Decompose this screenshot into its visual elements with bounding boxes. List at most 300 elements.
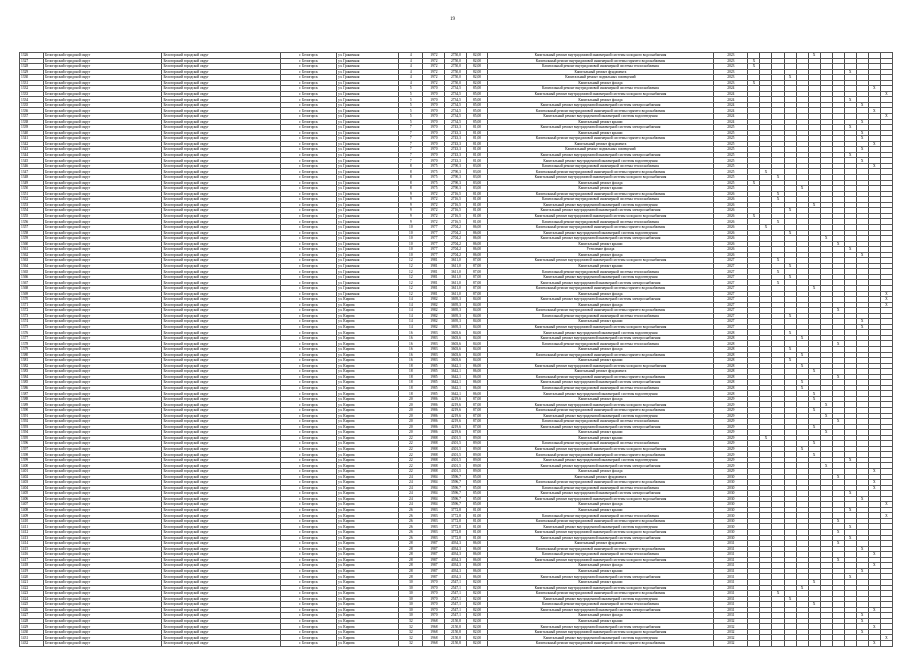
area-cell: 3642,1 bbox=[445, 391, 467, 397]
municipality-cell: Белогорский городской округ bbox=[162, 141, 280, 147]
street-cell: ул. Кирова bbox=[337, 313, 399, 319]
plan-year-cell: 2028 bbox=[714, 369, 748, 375]
plan-year-cell: 2028 bbox=[714, 374, 748, 380]
plan-year-cell: 2027 bbox=[714, 297, 748, 303]
area-cell: 2716,5 bbox=[445, 213, 467, 219]
row-number-cell: 1399 bbox=[20, 457, 44, 463]
row-number-cell: 1423 bbox=[20, 591, 44, 597]
municipality-cell: Белогорский городской округ bbox=[162, 441, 280, 447]
area-cell: 4301,5 bbox=[445, 435, 467, 441]
street-cell: ул. Граничная bbox=[337, 241, 399, 247]
plan-year-cell: 2023 bbox=[714, 75, 748, 81]
work-type-cell: Капитальный ремонт крыши bbox=[487, 186, 714, 192]
plan-year-cell: 2029 bbox=[714, 419, 748, 425]
region-cell: Белогорский городской округ bbox=[44, 552, 162, 558]
wear-cell: 81,00 bbox=[467, 197, 487, 203]
region-cell: Белогорский городской округ bbox=[44, 119, 162, 125]
house-number-cell: 4 bbox=[399, 69, 423, 75]
work-type-cell: Капитальный ремонт внутридомовой инженерной системы горячего водоснабжения bbox=[487, 108, 714, 114]
street-cell: ул. Кирова bbox=[337, 363, 399, 369]
build-year-cell: 1970 bbox=[423, 136, 445, 142]
street-cell: ул. Кирова bbox=[337, 579, 399, 585]
municipality-cell: Белогорский городской округ bbox=[162, 252, 280, 258]
plan-year-cell: 2024 bbox=[714, 102, 748, 108]
mark-cell: X bbox=[844, 535, 856, 541]
plan-year-cell: 2024 bbox=[714, 91, 748, 97]
locality-cell: г. Белогорск bbox=[280, 169, 336, 175]
mark-cell bbox=[820, 640, 832, 646]
region-cell: Белогорский городской округ bbox=[44, 219, 162, 225]
build-year-cell: 1972 bbox=[423, 213, 445, 219]
region-cell: Белогорский городской округ bbox=[44, 297, 162, 303]
row-number-cell: 1425 bbox=[20, 602, 44, 608]
region-cell: Белогорский городской округ bbox=[44, 568, 162, 574]
locality-cell: г. Белогорск bbox=[280, 202, 336, 208]
locality-cell: г. Белогорск bbox=[280, 446, 336, 452]
build-year-cell: 1984 bbox=[423, 496, 445, 502]
row-number-cell: 1346 bbox=[20, 163, 44, 169]
wear-cell: 82,00 bbox=[467, 53, 487, 59]
build-year-cell: 1970 bbox=[423, 607, 445, 613]
mark-cell: X bbox=[772, 280, 784, 286]
wear-cell: 87,00 bbox=[467, 396, 487, 402]
municipality-cell: Белогорский городской округ bbox=[162, 274, 280, 280]
municipality-cell: Белогорский городской округ bbox=[162, 485, 280, 491]
build-year-cell: 1985 bbox=[423, 385, 445, 391]
house-number-cell: 12 bbox=[399, 291, 423, 297]
mark-cell: X bbox=[796, 446, 808, 452]
row-number-cell: 1349 bbox=[20, 180, 44, 186]
plan-year-cell: 2026 bbox=[714, 202, 748, 208]
build-year-cell: 1970 bbox=[423, 125, 445, 131]
mark-cell: X bbox=[808, 391, 820, 397]
build-year-cell: 1968 bbox=[423, 618, 445, 624]
locality-cell: г. Белогорск bbox=[280, 513, 336, 519]
locality-cell: г. Белогорск bbox=[280, 130, 336, 136]
plan-year-cell: 2030 bbox=[714, 530, 748, 536]
mark-cell: X bbox=[844, 125, 856, 131]
locality-cell: г. Белогорск bbox=[280, 607, 336, 613]
build-year-cell: 1986 bbox=[423, 396, 445, 402]
mark-cell: X bbox=[784, 230, 796, 236]
house-number-cell: 18 bbox=[399, 363, 423, 369]
house-number-cell: 30 bbox=[399, 591, 423, 597]
work-type-cell: Капитальный ремонт внутридомовой инженерной системы электроснабжения bbox=[487, 380, 714, 386]
street-cell: ул. Кирова bbox=[337, 435, 399, 441]
build-year-cell: 1970 bbox=[423, 591, 445, 597]
area-cell: 2734,5 bbox=[445, 97, 467, 103]
house-number-cell: 10 bbox=[399, 236, 423, 242]
municipality-cell: Белогорский городской округ bbox=[162, 469, 280, 475]
build-year-cell: 1983 bbox=[423, 507, 445, 513]
build-year-cell: 1987 bbox=[423, 557, 445, 563]
municipality-cell: Белогорский городской округ bbox=[162, 563, 280, 569]
wear-cell: 86,00 bbox=[467, 230, 487, 236]
work-type-cell: Капитальный ремонт внутридомовой инженерной системы электроснабжения bbox=[487, 424, 714, 430]
area-cell: 4219,6 bbox=[445, 419, 467, 425]
house-number-cell: 9 bbox=[399, 202, 423, 208]
plan-year-cell: 2031 bbox=[714, 579, 748, 585]
mark-cell: X bbox=[784, 313, 796, 319]
build-year-cell: 1972 bbox=[423, 75, 445, 81]
plan-year-cell: 2025 bbox=[714, 147, 748, 153]
work-type-cell: Капитальный ремонт фасада bbox=[487, 396, 714, 402]
street-cell: ул. Граничная bbox=[337, 213, 399, 219]
work-type-cell: Капитальный ремонт внутридомовой инженерной системы водоотведения bbox=[487, 158, 714, 164]
area-cell: 2790,3 bbox=[445, 180, 467, 186]
house-number-cell: 7 bbox=[399, 130, 423, 136]
region-cell: Белогорский городской округ bbox=[44, 269, 162, 275]
build-year-cell: 1986 bbox=[423, 419, 445, 425]
work-type-cell: Капитальный ремонт внутридомовой инженерной системы горячего водоснабжения bbox=[487, 285, 714, 291]
house-number-cell: 18 bbox=[399, 380, 423, 386]
build-year-cell: 1977 bbox=[423, 224, 445, 230]
row-number-cell: 1347 bbox=[20, 169, 44, 175]
mark-cell: X bbox=[772, 219, 784, 225]
row-number-cell: 1430 bbox=[20, 629, 44, 635]
plan-year-cell: 2027 bbox=[714, 319, 748, 325]
row-number-cell: 1414 bbox=[20, 541, 44, 547]
municipality-cell: Белогорский городской округ bbox=[162, 424, 280, 430]
row-number-cell: 1395 bbox=[20, 435, 44, 441]
plan-year-cell: 2025 bbox=[714, 125, 748, 131]
area-cell: 2750,0 bbox=[445, 53, 467, 59]
build-year-cell: 1988 bbox=[423, 469, 445, 475]
house-number-cell: 10 bbox=[399, 230, 423, 236]
locality-cell: г. Белогорск bbox=[280, 485, 336, 491]
locality-cell: г. Белогорск bbox=[280, 391, 336, 397]
municipality-cell: Белогорский городской округ bbox=[162, 568, 280, 574]
street-cell: ул. Граничная bbox=[337, 125, 399, 131]
house-number-cell: 14 bbox=[399, 313, 423, 319]
house-number-cell: 20 bbox=[399, 430, 423, 436]
locality-cell: г. Белогорск bbox=[280, 208, 336, 214]
municipality-cell: Белогорский городской округ bbox=[162, 263, 280, 269]
street-cell: ул. Граничная bbox=[337, 291, 399, 297]
plan-year-cell: 2027 bbox=[714, 291, 748, 297]
build-year-cell: 1982 bbox=[423, 297, 445, 303]
locality-cell: г. Белогорск bbox=[280, 236, 336, 242]
row-number-cell: 1407 bbox=[20, 502, 44, 508]
wear-cell: 81,00 bbox=[467, 213, 487, 219]
wear-cell: 89,00 bbox=[467, 463, 487, 469]
area-cell: 3695,3 bbox=[445, 319, 467, 325]
plan-year-cell: 2024 bbox=[714, 119, 748, 125]
area-cell: 2790,3 bbox=[445, 169, 467, 175]
plan-year-cell: 2032 bbox=[714, 640, 748, 646]
wear-cell: 87,00 bbox=[467, 269, 487, 275]
municipality-cell: Белогорский городской округ bbox=[162, 236, 280, 242]
row-number-cell: 1384 bbox=[20, 374, 44, 380]
locality-cell: г. Белогорск bbox=[280, 91, 336, 97]
area-cell: 2704,2 bbox=[445, 252, 467, 258]
locality-cell: г. Белогорск bbox=[280, 86, 336, 92]
municipality-cell: Белогорский городской округ bbox=[162, 457, 280, 463]
house-number-cell: 26 bbox=[399, 513, 423, 519]
wear-cell: 84,00 bbox=[467, 330, 487, 336]
house-number-cell: 22 bbox=[399, 446, 423, 452]
street-cell: ул. Граничная bbox=[337, 80, 399, 86]
mark-cell: X bbox=[796, 363, 808, 369]
street-cell: ул. Кирова bbox=[337, 629, 399, 635]
work-type-cell: Капитальный ремонт внутридомовой инженерной системы водоотведения bbox=[487, 524, 714, 530]
plan-year-cell: 2025 bbox=[714, 136, 748, 142]
row-number-cell: 1374 bbox=[20, 319, 44, 325]
region-cell: Белогорский городской округ bbox=[44, 396, 162, 402]
wear-cell: 86,00 bbox=[467, 385, 487, 391]
house-number-cell: 26 bbox=[399, 535, 423, 541]
locality-cell: г. Белогорск bbox=[280, 363, 336, 369]
mark-cell bbox=[784, 640, 796, 646]
region-cell: Белогорский городской округ bbox=[44, 629, 162, 635]
build-year-cell: 1983 bbox=[423, 530, 445, 536]
work-type-cell: Капитальный ремонт фасада bbox=[487, 502, 714, 508]
municipality-cell: Белогорский городской округ bbox=[162, 180, 280, 186]
wear-cell: 86,00 bbox=[467, 552, 487, 558]
locality-cell: г. Белогорск bbox=[280, 163, 336, 169]
work-type-cell: Капитальный ремонт крыши bbox=[487, 618, 714, 624]
row-number-cell: 1412 bbox=[20, 530, 44, 536]
house-number-cell: 9 bbox=[399, 208, 423, 214]
municipality-cell: Белогорский городской округ bbox=[162, 557, 280, 563]
area-cell: 3611,0 bbox=[445, 269, 467, 275]
locality-cell: г. Белогорск bbox=[280, 186, 336, 192]
house-number-cell: 10 bbox=[399, 247, 423, 253]
row-number-cell: 1426 bbox=[20, 607, 44, 613]
house-number-cell: 16 bbox=[399, 335, 423, 341]
build-year-cell: 1985 bbox=[423, 363, 445, 369]
region-cell: Белогорский городской округ bbox=[44, 574, 162, 580]
house-number-cell: 7 bbox=[399, 125, 423, 131]
plan-year-cell: 2027 bbox=[714, 263, 748, 269]
build-year-cell: 1983 bbox=[423, 358, 445, 364]
locality-cell: г. Белогорск bbox=[280, 469, 336, 475]
build-year-cell: 1975 bbox=[423, 169, 445, 175]
work-type-cell: Капитальный ремонт внутридомовой инженерной системы электроснабжения bbox=[487, 463, 714, 469]
row-number-cell: 1352 bbox=[20, 197, 44, 203]
region-cell: Белогорский городской округ bbox=[44, 602, 162, 608]
mark-cell: X bbox=[808, 285, 820, 291]
region-cell: Белогорский городской округ bbox=[44, 80, 162, 86]
street-cell: ул. Кирова bbox=[337, 441, 399, 447]
locality-cell: г. Белогорск bbox=[280, 402, 336, 408]
build-year-cell: 1988 bbox=[423, 463, 445, 469]
region-cell: Белогорский городской округ bbox=[44, 635, 162, 641]
row-number-cell: 1377 bbox=[20, 335, 44, 341]
region-cell: Белогорский городской округ bbox=[44, 53, 162, 59]
work-type-cell: Капитальный ремонт внутридомовой инженерной системы горячего водоснабжения bbox=[487, 640, 714, 646]
build-year-cell: 1970 bbox=[423, 579, 445, 585]
mark-cell: X bbox=[832, 241, 844, 247]
municipality-cell: Белогорский городской округ bbox=[162, 152, 280, 158]
street-cell: ул. Кирова bbox=[337, 358, 399, 364]
area-cell: 2734,5 bbox=[445, 102, 467, 108]
locality-cell: г. Белогорск bbox=[280, 297, 336, 303]
wear-cell: 86,00 bbox=[467, 546, 487, 552]
locality-cell: г. Белогорск bbox=[280, 579, 336, 585]
locality-cell: г. Белогорск bbox=[280, 563, 336, 569]
work-type-cell: Капитальный ремонт внутридомовой инженерной системы холодного водоснабжения bbox=[487, 324, 714, 330]
street-cell: ул. Кирова bbox=[337, 308, 399, 314]
build-year-cell: 1970 bbox=[423, 585, 445, 591]
work-type-cell: Капитальный ремонт внутридомовой инженерной системы электроснабжения bbox=[487, 297, 714, 303]
mark-cell: X bbox=[868, 108, 880, 114]
work-type-cell: Капитальный ремонт внутридомовой инженерной системы горячего водоснабжения bbox=[487, 308, 714, 314]
plan-year-cell: 2026 bbox=[714, 208, 748, 214]
house-number-cell: 32 bbox=[399, 635, 423, 641]
row-number-cell: 1372 bbox=[20, 308, 44, 314]
region-cell: Белогорский городской округ bbox=[44, 496, 162, 502]
region-cell: Белогорский городской округ bbox=[44, 441, 162, 447]
work-type-cell: Капитальный ремонт фасада bbox=[487, 252, 714, 258]
region-cell: Белогорский городской округ bbox=[44, 91, 162, 97]
area-cell: 4034,3 bbox=[445, 574, 467, 580]
wear-cell: 82,00 bbox=[467, 618, 487, 624]
mark-cell: X bbox=[844, 491, 856, 497]
municipality-cell: Белогорский городской округ bbox=[162, 269, 280, 275]
street-cell: ул. Граничная bbox=[337, 69, 399, 75]
locality-cell: г. Белогорск bbox=[280, 413, 336, 419]
mark-cell: X bbox=[772, 191, 784, 197]
house-number-cell: 22 bbox=[399, 469, 423, 475]
municipality-cell: Белогорский городской округ bbox=[162, 413, 280, 419]
mark-cell: X bbox=[856, 158, 868, 164]
street-cell: ул. Кирова bbox=[337, 585, 399, 591]
area-cell: 4034,3 bbox=[445, 563, 467, 569]
locality-cell: г. Белогорск bbox=[280, 335, 336, 341]
house-number-cell: 30 bbox=[399, 585, 423, 591]
locality-cell: г. Белогорск bbox=[280, 147, 336, 153]
street-cell: ул. Кирова bbox=[337, 302, 399, 308]
region-cell: Белогорский городской округ bbox=[44, 308, 162, 314]
area-cell: 2734,5 bbox=[445, 86, 467, 92]
row-number-cell: 1408 bbox=[20, 507, 44, 513]
region-cell: Белогорский городской округ bbox=[44, 175, 162, 181]
mark-cell: X bbox=[856, 119, 868, 125]
work-type-cell: Капитальный ремонт внутридомовой инженерной системы водоотведения bbox=[487, 413, 714, 419]
street-cell: ул. Граничная bbox=[337, 224, 399, 230]
mark-cell: X bbox=[820, 463, 832, 469]
build-year-cell: 1972 bbox=[423, 64, 445, 70]
municipality-cell: Белогорский городской округ bbox=[162, 80, 280, 86]
house-number-cell: 12 bbox=[399, 274, 423, 280]
region-cell: Белогорский городской округ bbox=[44, 457, 162, 463]
street-cell: ул. Кирова bbox=[337, 474, 399, 480]
region-cell: Белогорский городской округ bbox=[44, 147, 162, 153]
area-cell: 3596,7 bbox=[445, 480, 467, 486]
wear-cell: 83,00 bbox=[467, 186, 487, 192]
plan-year-cell: 2030 bbox=[714, 480, 748, 486]
plan-year-cell: 2027 bbox=[714, 258, 748, 264]
row-number-cell: 1348 bbox=[20, 175, 44, 181]
mark-cell: X bbox=[808, 579, 820, 585]
mark-cell: X bbox=[820, 413, 832, 419]
wear-cell: 87,00 bbox=[467, 274, 487, 280]
mark-cell: X bbox=[772, 197, 784, 203]
mark-cell: X bbox=[868, 607, 880, 613]
wear-cell: 82,00 bbox=[467, 624, 487, 630]
row-number-cell: 1405 bbox=[20, 491, 44, 497]
build-year-cell: 1972 bbox=[423, 219, 445, 225]
area-cell: 4301,5 bbox=[445, 446, 467, 452]
region-cell: Белогорский городской округ bbox=[44, 469, 162, 475]
street-cell: ул. Граничная bbox=[337, 130, 399, 136]
area-cell: 3596,7 bbox=[445, 502, 467, 508]
wear-cell: 85,00 bbox=[467, 114, 487, 120]
house-number-cell: 7 bbox=[399, 152, 423, 158]
mark-cell: X bbox=[832, 341, 844, 347]
row-number-cell: 1392 bbox=[20, 419, 44, 425]
wear-cell: 82,00 bbox=[467, 69, 487, 75]
mark-cell: X bbox=[868, 469, 880, 475]
region-cell: Белогорский городской округ bbox=[44, 640, 162, 646]
work-type-cell: Капитальный ремонт внутридомовой инженерной системы холодного водоснабжения bbox=[487, 557, 714, 563]
area-cell: 2743,3 bbox=[445, 147, 467, 153]
municipality-cell: Белогорский городской округ bbox=[162, 108, 280, 114]
mark-cell: X bbox=[880, 114, 892, 120]
municipality-cell: Белогорский городской округ bbox=[162, 502, 280, 508]
build-year-cell: 1983 bbox=[423, 513, 445, 519]
street-cell: ул. Кирова bbox=[337, 541, 399, 547]
mark-cell: X bbox=[832, 530, 844, 536]
plan-year-cell: 2028 bbox=[714, 385, 748, 391]
region-cell: Белогорский городской округ bbox=[44, 446, 162, 452]
region-cell: Белогорский городской округ bbox=[44, 274, 162, 280]
build-year-cell: 1975 bbox=[423, 180, 445, 186]
row-number-cell: 1391 bbox=[20, 413, 44, 419]
work-type-cell: Капитальный ремонт крыши bbox=[487, 507, 714, 513]
build-year-cell: 1970 bbox=[423, 613, 445, 619]
house-number-cell: 9 bbox=[399, 191, 423, 197]
work-type-cell: Капитальный ремонт внутридомовой инженерной системы горячего водоснабжения bbox=[487, 546, 714, 552]
wear-cell: 87,00 bbox=[467, 424, 487, 430]
region-cell: Белогорский городской округ bbox=[44, 557, 162, 563]
mark-cell: X bbox=[856, 324, 868, 330]
street-cell: ул. Кирова bbox=[337, 391, 399, 397]
locality-cell: г. Белогорск bbox=[280, 474, 336, 480]
row-number-cell: 1397 bbox=[20, 446, 44, 452]
street-cell: ул. Кирова bbox=[337, 485, 399, 491]
plan-year-cell: 2029 bbox=[714, 413, 748, 419]
street-cell: ул. Кирова bbox=[337, 419, 399, 425]
municipality-cell: Белогорский городской округ bbox=[162, 435, 280, 441]
area-cell: 3603,6 bbox=[445, 352, 467, 358]
municipality-cell: Белогорский городской округ bbox=[162, 585, 280, 591]
work-type-cell: Капитальный ремонт фасада bbox=[487, 469, 714, 475]
house-number-cell: 26 bbox=[399, 507, 423, 513]
row-number-cell: 1410 bbox=[20, 518, 44, 524]
mark-cell: X bbox=[868, 86, 880, 92]
municipality-cell: Белогорский городской округ bbox=[162, 358, 280, 364]
plan-year-cell: 2032 bbox=[714, 629, 748, 635]
region-cell: Белогорский городской округ bbox=[44, 213, 162, 219]
plan-year-cell: 2025 bbox=[714, 186, 748, 192]
municipality-cell: Белогорский городской округ bbox=[162, 75, 280, 81]
build-year-cell: 1972 bbox=[423, 69, 445, 75]
build-year-cell: 1987 bbox=[423, 552, 445, 558]
house-number-cell: 26 bbox=[399, 524, 423, 530]
row-number-cell: 1364 bbox=[20, 263, 44, 269]
plan-year-cell: 2031 bbox=[714, 541, 748, 547]
house-number-cell: 20 bbox=[399, 396, 423, 402]
mark-cell: X bbox=[856, 252, 868, 258]
mark-cell: X bbox=[844, 457, 856, 463]
build-year-cell: 1983 bbox=[423, 352, 445, 358]
wear-cell: 84,00 bbox=[467, 319, 487, 325]
work-type-cell: Капитальный ремонт внутридомовой инженерной системы холодного водоснабжения bbox=[487, 446, 714, 452]
region-cell: Белогорский городской округ bbox=[44, 463, 162, 469]
house-number-cell: 30 bbox=[399, 596, 423, 602]
